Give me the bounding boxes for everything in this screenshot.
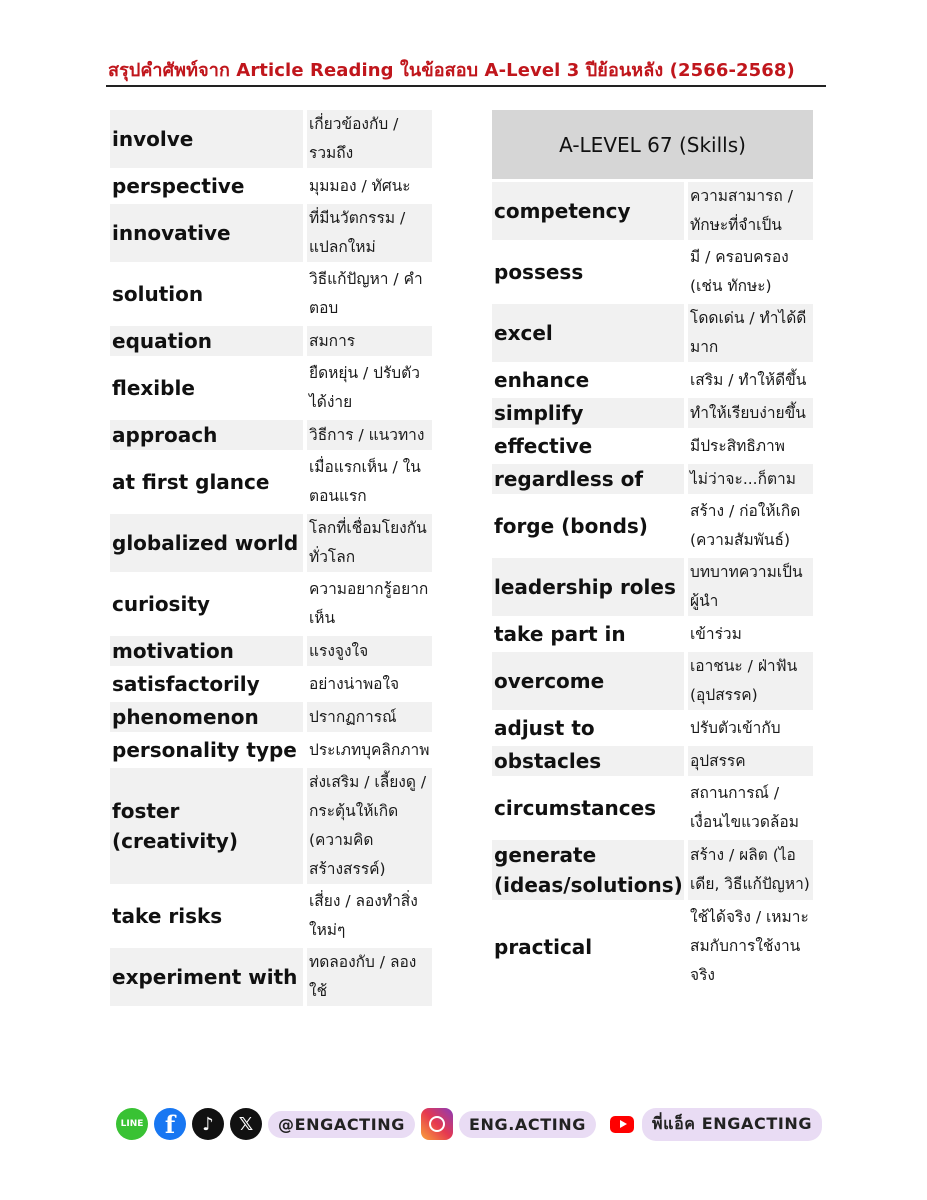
table-row — [492, 558, 813, 616]
vocab-word: experiment with — [110, 948, 303, 1006]
vocab-word: approach — [110, 420, 303, 450]
vocab-meaning: ความอยากรู้อยากเห็น — [307, 575, 432, 633]
x-icon[interactable]: 𝕏 — [230, 1108, 262, 1140]
vocab-meaning: ไม่ว่าจะ...ก็ตาม — [688, 464, 813, 494]
table-row — [110, 326, 432, 356]
vocab-word: circumstances — [492, 779, 684, 837]
table-row — [492, 840, 813, 900]
table-row — [110, 514, 432, 572]
vocab-word: curiosity — [110, 575, 303, 633]
vocab-word: excel — [492, 304, 684, 362]
vocab-word: globalized world — [110, 514, 303, 572]
vocab-word: simplify — [492, 398, 684, 428]
table-row — [110, 768, 432, 884]
vocab-word: enhance — [492, 365, 684, 395]
table-row — [110, 948, 432, 1006]
table-row — [110, 887, 432, 945]
vocab-word: forge (bonds) — [492, 497, 684, 555]
vocab-meaning: ปรากฏการณ์ — [307, 702, 432, 732]
table-row — [110, 702, 432, 732]
vocab-word: regardless of — [492, 464, 684, 494]
vocab-meaning: สร้าง / ก่อให้เกิด (ความสัมพันธ์) — [688, 497, 813, 555]
table-row — [110, 204, 432, 262]
table-row — [110, 669, 432, 699]
table-row — [492, 619, 813, 649]
section-heading: A-LEVEL 67 (Skills) — [492, 110, 813, 179]
table-row — [492, 243, 813, 301]
vocab-meaning: สถานการณ์ / เงื่อนไขแวดล้อม — [688, 779, 813, 837]
vocab-word: satisfactorily — [110, 669, 303, 699]
handle-badge[interactable]: @ENGACTING — [268, 1111, 415, 1138]
vocab-word: perspective — [110, 171, 303, 201]
page-title: สรุปคำศัพท์จาก Article Reading ในข้อสอบ A-Level 3 ปีย้อนหลัง (2566-2568) — [108, 60, 795, 81]
vocab-meaning: แรงจูงใจ — [307, 636, 432, 666]
vocab-meaning: ส่งเสริม / เลี้ยงดู / กระตุ้นให้เกิด (ความคิดสร้างสรรค์) — [307, 768, 432, 884]
table-row — [492, 365, 813, 395]
vocab-word: obstacles — [492, 746, 684, 776]
vocab-meaning: วิธีการ / แนวทาง — [307, 420, 432, 450]
vocab-meaning: เมื่อแรกเห็น / ในตอนแรก — [307, 453, 432, 511]
vocab-meaning: สร้าง / ผลิต (ไอเดีย, วิธีแก้ปัญหา) — [688, 840, 813, 900]
table-row — [110, 171, 432, 201]
vocab-meaning: เกี่ยวข้องกับ / รวมถึง — [307, 110, 432, 168]
vocab-word: possess — [492, 243, 684, 301]
table-row — [492, 497, 813, 555]
vocab-word: effective — [492, 431, 684, 461]
vocab-word: leadership roles — [492, 558, 684, 616]
handle-badge[interactable]: พี่แอ็ค ENGACTING — [642, 1108, 822, 1141]
vocab-meaning: สมการ — [307, 326, 432, 356]
vocab-meaning: ทำให้เรียบง่ายขึ้น — [688, 398, 813, 428]
vocab-meaning: มุมมอง / ทัศนะ — [307, 171, 432, 201]
vocab-meaning: เอาชนะ / ฝ่าฟัน (อุปสรรค) — [688, 652, 813, 710]
table-row — [492, 464, 813, 494]
table-row — [492, 431, 813, 461]
vocab-word: generate (ideas/solutions) — [492, 840, 684, 900]
vocab-word: overcome — [492, 652, 684, 710]
vocab-word: adjust to — [492, 713, 684, 743]
vocab-meaning: ทดลองกับ / ลองใช้ — [307, 948, 432, 1006]
table-row — [492, 652, 813, 710]
table-row — [110, 575, 432, 633]
table-row — [492, 182, 813, 240]
vocab-meaning: โดดเด่น / ทำได้ดีมาก — [688, 304, 813, 362]
table-row — [492, 398, 813, 428]
table-row — [492, 713, 813, 743]
vocab-word: flexible — [110, 359, 303, 417]
table-row — [492, 304, 813, 362]
table-row — [110, 636, 432, 666]
table-row — [492, 903, 813, 990]
vocab-word: take risks — [110, 887, 303, 945]
facebook-icon[interactable]: f — [154, 1108, 186, 1140]
line-icon[interactable]: LINE — [116, 1108, 148, 1140]
table-row — [492, 779, 813, 837]
vocab-table-right — [492, 107, 813, 993]
table-row — [492, 746, 813, 776]
vocab-word: at first glance — [110, 453, 303, 511]
vocab-meaning: วิธีแก้ปัญหา / คำตอบ — [307, 265, 432, 323]
vocab-meaning: โลกที่เชื่อมโยงกันทั่วโลก — [307, 514, 432, 572]
vocab-meaning: เสี่ยง / ลองทำสิ่งใหม่ๆ — [307, 887, 432, 945]
vocab-word: involve — [110, 110, 303, 168]
vocab-word: personality type — [110, 735, 303, 765]
vocab-word: phenomenon — [110, 702, 303, 732]
vocab-meaning: ปรับตัวเข้ากับ — [688, 713, 813, 743]
vocab-meaning: ความสามารถ / ทักษะที่จำเป็น — [688, 182, 813, 240]
vocab-meaning: ที่มีนวัตกรรม / แปลกใหม่ — [307, 204, 432, 262]
social-footer — [116, 1106, 826, 1142]
youtube-icon[interactable] — [610, 1116, 634, 1133]
tiktok-icon[interactable]: ♪ — [192, 1108, 224, 1140]
vocab-table-left — [110, 107, 432, 1009]
vocab-meaning: อย่างน่าพอใจ — [307, 669, 432, 699]
vocab-meaning: เข้าร่วม — [688, 619, 813, 649]
vocab-word: take part in — [492, 619, 684, 649]
vocab-word: competency — [492, 182, 684, 240]
table-row — [110, 453, 432, 511]
vocab-meaning: ยืดหยุ่น / ปรับตัวได้ง่าย — [307, 359, 432, 417]
table-row — [110, 359, 432, 417]
vocab-word: solution — [110, 265, 303, 323]
table-row — [110, 265, 432, 323]
vocab-word: practical — [492, 903, 684, 990]
instagram-icon[interactable] — [421, 1108, 453, 1140]
vocab-meaning: มีประสิทธิภาพ — [688, 431, 813, 461]
vocab-meaning: ประเภทบุคลิกภาพ — [307, 735, 432, 765]
vocab-word: innovative — [110, 204, 303, 262]
table-row — [110, 735, 432, 765]
vocab-meaning: มี / ครอบครอง (เช่น ทักษะ) — [688, 243, 813, 301]
vocab-meaning: เสริม / ทำให้ดีขึ้น — [688, 365, 813, 395]
vocab-meaning: ใช้ได้จริง / เหมาะสมกับการใช้งานจริง — [688, 903, 813, 990]
vocab-meaning: อุปสรรค — [688, 746, 813, 776]
table-row — [110, 110, 432, 168]
table-row — [110, 420, 432, 450]
handle-badge[interactable]: ENG.ACTING — [459, 1111, 596, 1138]
vocab-word: equation — [110, 326, 303, 356]
vocab-word: motivation — [110, 636, 303, 666]
title-divider — [106, 85, 826, 87]
vocab-word: foster (creativity) — [110, 768, 303, 884]
vocab-meaning: บทบาทความเป็นผู้นำ — [688, 558, 813, 616]
